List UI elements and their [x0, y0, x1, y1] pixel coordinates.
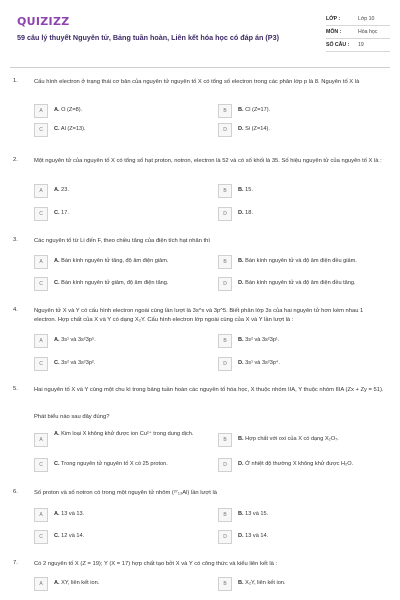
question-number: 1. — [13, 78, 18, 84]
option-text: 15. — [245, 187, 253, 193]
option-d[interactable] — [218, 458, 383, 472]
question-number: 3. — [13, 237, 18, 243]
option-letter-box[interactable]: C — [34, 357, 48, 371]
option-text: XY, liên kết ion. — [61, 580, 100, 586]
option-d[interactable] — [218, 357, 383, 371]
option-letter-box[interactable]: D — [218, 123, 232, 137]
option-d[interactable] — [218, 277, 383, 291]
meta-row-class — [326, 13, 390, 26]
option-key: A. — [54, 511, 60, 517]
option-text: 3s² và 3s²3p¹. — [245, 337, 280, 343]
option-c[interactable] — [34, 357, 199, 371]
question-number: 6. — [13, 489, 18, 495]
question-number: 7. — [13, 560, 18, 566]
option-letter-box[interactable]: B — [218, 255, 232, 269]
option-text: 23. — [61, 187, 69, 193]
option-b[interactable] — [218, 433, 383, 447]
option-letter-box[interactable]: D — [218, 458, 232, 472]
option-key: C. — [54, 461, 60, 467]
option-letter-box[interactable]: B — [218, 508, 232, 522]
option-letter-box[interactable]: C — [34, 530, 48, 544]
option-b[interactable] — [218, 104, 383, 118]
option-text: 17. — [61, 210, 69, 216]
option-a[interactable] — [34, 508, 199, 522]
option-key: C. — [54, 210, 60, 216]
option-key: C. — [54, 533, 60, 539]
option-letter-box[interactable]: B — [218, 184, 232, 198]
option-letter-box[interactable]: A — [34, 184, 48, 198]
option-a[interactable] — [34, 255, 199, 269]
option-a[interactable] — [34, 430, 199, 450]
option-a[interactable] — [34, 334, 199, 348]
option-key: B. — [238, 337, 244, 343]
option-key: B. — [238, 187, 244, 193]
option-key: C. — [54, 360, 60, 366]
option-text: O (Z=8). — [61, 107, 83, 113]
option-b[interactable] — [218, 577, 383, 591]
option-a[interactable] — [34, 104, 199, 118]
option-text: 3s¹ và 3s²3p⁵. — [61, 337, 96, 343]
option-letter-box[interactable]: B — [218, 577, 232, 591]
option-d[interactable] — [218, 530, 383, 544]
option-letter-box[interactable]: A — [34, 255, 48, 269]
question-prompt: Phát biểu nào sau đây đúng? — [34, 414, 110, 420]
option-key: D. — [238, 360, 244, 366]
option-letter-box[interactable]: C — [34, 458, 48, 472]
option-key: B. — [238, 107, 244, 113]
question-text: Các nguyên tố từ Li đến F, theo chiều tăng của điện tích hạt nhân thì — [34, 238, 210, 244]
option-text: Bán kính nguyên tử giảm, độ âm điện tăng. — [61, 280, 169, 286]
option-d[interactable] — [218, 123, 383, 137]
question-5 — [13, 386, 387, 476]
option-text: Trong nguyên tử nguyên tố X có 25 proton. — [61, 461, 168, 467]
option-b[interactable] — [218, 184, 383, 198]
option-text: Kim loại X không khử được ion Cu²⁺ trong dung dịch. — [61, 431, 194, 437]
worksheet-meta — [326, 13, 390, 52]
question-number: 2. — [13, 157, 18, 163]
question-7 — [13, 560, 387, 598]
question-text: Cấu hình electron ở trạng thái cơ bản của nguyên tử nguyên tố X có tổng số electron trong các phân lớp p là 8. Nguyên tố X là — [34, 79, 360, 85]
option-text: 3s¹ và 3s²3p⁴. — [245, 360, 280, 366]
option-key: D. — [238, 280, 244, 286]
option-text: Al (Z=13). — [60, 126, 86, 132]
meta-label: SỐ CÂU : — [326, 42, 350, 48]
option-letter-box[interactable]: B — [218, 104, 232, 118]
option-key: C. — [54, 280, 60, 286]
meta-row-count — [326, 39, 390, 52]
option-key: B. — [238, 580, 244, 586]
meta-label: LỚP : — [326, 16, 341, 22]
question-text: Một nguyên tử của nguyên tố X có tổng số hạt proton, notron, electron là 52 và có số khối là 35. Số hiệu nguyên tử của nguyên tố X là : — [34, 158, 382, 164]
option-key: B. — [238, 258, 244, 264]
option-key: A. — [54, 187, 60, 193]
worksheet-header — [0, 0, 400, 66]
option-letter-box[interactable]: A — [34, 508, 48, 522]
option-key: A. — [54, 258, 60, 264]
question-2 — [13, 157, 387, 217]
option-letter-box[interactable]: D — [218, 277, 232, 291]
question-3 — [13, 237, 387, 293]
option-key: D. — [238, 126, 244, 132]
option-text: Si (Z=14). — [245, 126, 270, 132]
option-letter-box[interactable]: A — [34, 577, 48, 591]
meta-value: 19 — [358, 42, 364, 48]
question-number: 5. — [13, 386, 18, 392]
meta-value: Lớp 10 — [358, 16, 375, 22]
option-text: Bán kính nguyên tử và độ âm điện đều giảm. — [245, 258, 357, 264]
question-number: 4. — [13, 307, 18, 313]
option-key: D. — [238, 210, 244, 216]
question-text: Hai nguyên tố X và Y cùng một chu kì trong bảng tuần hoàn các nguyên tố hóa học, X thuộc nhóm IIA, Y thuộc nhóm IIIA (Zx + Zy = 51). — [34, 387, 384, 393]
question-text: Nguyên tử X và Y có cấu hình electron ngoài cùng lần lượt là 3s^x và 3p^5. Biết phân lớp 3s của hai nguyên tử hơn kém nhau 1 electron. Hợp chất của X và Y có dạng X₂Y. Cấu hình electron lớp ngoài cùng của X và Y lần lượt là : — [34, 308, 364, 323]
option-key: A. — [54, 107, 60, 113]
option-d[interactable] — [218, 207, 383, 221]
option-letter-box[interactable]: C — [34, 277, 48, 291]
meta-row-subject — [326, 26, 390, 39]
option-letter-box[interactable]: B — [218, 433, 232, 447]
header-divider — [10, 67, 390, 68]
worksheet-title: 59 câu lý thuyết Nguyên tử, Bảng tuần hoàn, Liên kết hóa học có đáp án (P3) — [17, 33, 279, 42]
option-letter-box[interactable]: D — [218, 530, 232, 544]
option-letter-box[interactable]: B — [218, 334, 232, 348]
option-text: Bán kính nguyên tử tăng, độ âm điện giảm. — [61, 258, 169, 264]
quizizz-logo: QUIZIZZ — [17, 15, 70, 28]
option-b[interactable] — [218, 334, 383, 348]
option-letter-box[interactable]: D — [218, 357, 232, 371]
option-c[interactable] — [34, 277, 199, 291]
option-text: Cl (Z=17). — [245, 107, 271, 113]
option-text: X₂Y, liên kết ion. — [245, 580, 286, 586]
question-text: Số proton và số notron có trong một nguyên tử nhôm (²⁷₁₃Al) lần lượt là — [34, 490, 217, 496]
meta-value: Hóa học — [358, 29, 378, 35]
option-text: 3s² và 3s²3p². — [61, 360, 96, 366]
question-6 — [13, 489, 387, 545]
option-key: B. — [238, 511, 244, 517]
option-text: 12 và 14. — [61, 533, 85, 539]
option-text: Hợp chất với oxi của X có dạng X₂O₇. — [245, 436, 339, 442]
option-a[interactable] — [34, 577, 199, 591]
option-key: C. — [54, 126, 60, 132]
option-key: B. — [238, 436, 244, 442]
option-text: 13 và 13. — [61, 511, 85, 517]
question-text: Có 2 nguyên tố X (Z = 19); Y (X = 17) hợp chất tạo bởi X và Y có công thức và kiểu liên kết là : — [34, 561, 278, 567]
option-letter-box[interactable]: A — [34, 104, 48, 118]
question-1 — [13, 78, 387, 134]
option-key: A. — [54, 337, 60, 343]
option-letter-box[interactable]: A — [34, 433, 48, 447]
option-c[interactable] — [34, 530, 199, 544]
option-letter-box[interactable]: C — [34, 123, 48, 137]
option-b[interactable] — [218, 255, 383, 269]
meta-label: MÔN : — [326, 29, 342, 35]
option-c[interactable] — [34, 207, 199, 221]
option-letter-box[interactable]: A — [34, 334, 48, 348]
option-text: Bán kính nguyên tử và độ âm điện đều tăng. — [245, 280, 356, 286]
option-key: A. — [54, 431, 60, 437]
option-a[interactable] — [34, 184, 199, 198]
option-letter-box[interactable]: C — [34, 207, 48, 221]
option-letter-box[interactable]: D — [218, 207, 232, 221]
option-text: 13 và 15. — [245, 511, 269, 517]
option-key: D. — [238, 533, 244, 539]
option-b[interactable] — [218, 508, 383, 522]
question-4 — [13, 307, 387, 377]
option-c[interactable] — [34, 123, 199, 137]
option-text: 13 và 14. — [245, 533, 269, 539]
option-c[interactable] — [34, 458, 199, 472]
option-text: Ở nhiệt độ thường X không khử được H₂O. — [245, 461, 354, 467]
option-text: 18. — [245, 210, 253, 216]
option-key: D. — [238, 461, 244, 467]
option-key: A. — [54, 580, 60, 586]
